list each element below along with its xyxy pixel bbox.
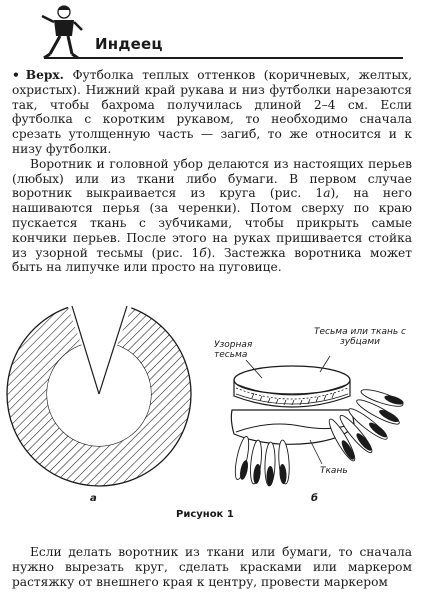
- label-fabric: Ткань: [320, 466, 348, 476]
- boy-figure-illustration: [38, 4, 84, 64]
- collar-pattern-ring: [7, 302, 191, 486]
- body-text-bottom: [12, 545, 412, 589]
- figure-ref: б: [199, 245, 207, 260]
- paragraph-collar: [12, 157, 412, 275]
- paragraph-lead: Верх.: [25, 68, 64, 82]
- paragraph-text: Воротник и головной убор делаются из настоящих перьев (любых) или из ткани либо бумаги. В первом случае воротник выкраивается из круга (рис. 1: [12, 156, 412, 201]
- feather-collar-drawing: [231, 356, 404, 486]
- figure-sub-a: а: [90, 493, 97, 504]
- label-patterned-braid: Узорная тесьма: [214, 340, 253, 360]
- paragraph-top: [12, 68, 412, 157]
- bullet-icon: •: [12, 68, 20, 82]
- body-text: [12, 68, 412, 275]
- chapter-title: Индеец: [95, 35, 163, 53]
- figure-ref: а: [323, 186, 331, 201]
- paragraph-text: ), на него нашиваются перья (за черенки). Потом сверху по краю пускается ткань с зубчиками, чтобы прикрыть самые кончики перьев. После этого на руках пришивается стойка из узорной тесьмы (рис. 1: [12, 186, 412, 260]
- label-braid-or-fabric-teeth: Тесьма или ткань с зубцами: [314, 327, 406, 347]
- header-divider: [44, 57, 403, 59]
- paragraph-text: Если делать воротник из ткани или бумаги, то сначала нужно вырезать круг, сделать красками или маркером растяжку от внешнего края к центру, провести маркером: [12, 545, 412, 589]
- figure-caption: Рисунок 1: [176, 509, 234, 520]
- figure-sub-b: б: [311, 493, 318, 504]
- paragraph-text: Футболка теплых оттенков (коричневых, желтых, охристых). Нижний край рукава и низ футболки нарезаются так, чтобы бахрома получилась длиной 2–4 см. Если футболка с коротким рукавом, то необходимо сначала срезать утолщенную часть — загиб, то же относится и к низу футболки.: [12, 68, 412, 156]
- paragraph-text: ). Застежка воротника может быть на липучке или просто на пуговице.: [12, 245, 412, 275]
